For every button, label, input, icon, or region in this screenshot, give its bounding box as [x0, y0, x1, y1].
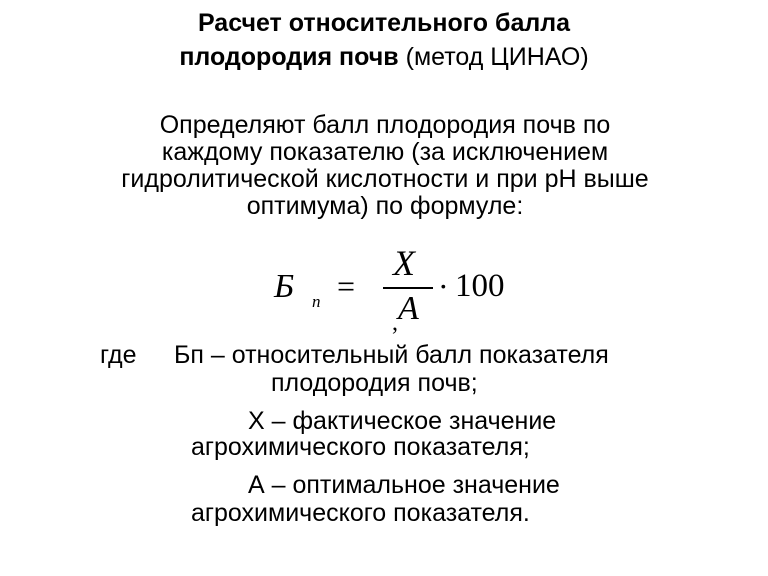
definition-a-cont: агрохимического показателя.	[191, 499, 530, 527]
formula-lhs-subscript: п	[312, 292, 321, 311]
intro-line: оптимума) по формуле:	[246, 192, 524, 220]
formula-comma: ,	[392, 310, 398, 336]
intro-line: каждому показателю (за исключением	[161, 138, 609, 166]
title-method: (метод ЦИНАО)	[398, 43, 589, 71]
slide-title	[0, 6, 768, 74]
fraction-bar	[383, 287, 433, 289]
definition-bp-cont: плодородия почв;	[271, 369, 478, 397]
definition-x-cont: агрохимического показателя;	[191, 433, 530, 461]
title-bold-part: плодородия почв	[179, 43, 399, 71]
formula-lhs: Б	[274, 268, 295, 305]
formula-factor: 100	[455, 268, 505, 304]
fertility-formula	[0, 240, 768, 340]
title-line-1: Расчет относительного балла	[197, 9, 571, 37]
definition-x: Х – фактическое значение	[248, 407, 557, 435]
formula-numerator: X	[393, 243, 415, 283]
intro-line: Определяют балл плодородия почв по	[159, 111, 611, 139]
where-label: где	[100, 341, 137, 369]
formula-multiply: ·	[438, 268, 449, 304]
intro-paragraph	[40, 112, 730, 220]
definition-a: А – оптимальное значение	[248, 471, 560, 499]
formula-denominator: A	[398, 290, 419, 327]
formula-equals: =	[337, 268, 356, 304]
intro-line: гидролитической кислотности и при pH выше	[121, 165, 649, 193]
title-line-2	[0, 40, 768, 74]
definition-bp: Бп – относительный балл показателя	[174, 341, 609, 369]
